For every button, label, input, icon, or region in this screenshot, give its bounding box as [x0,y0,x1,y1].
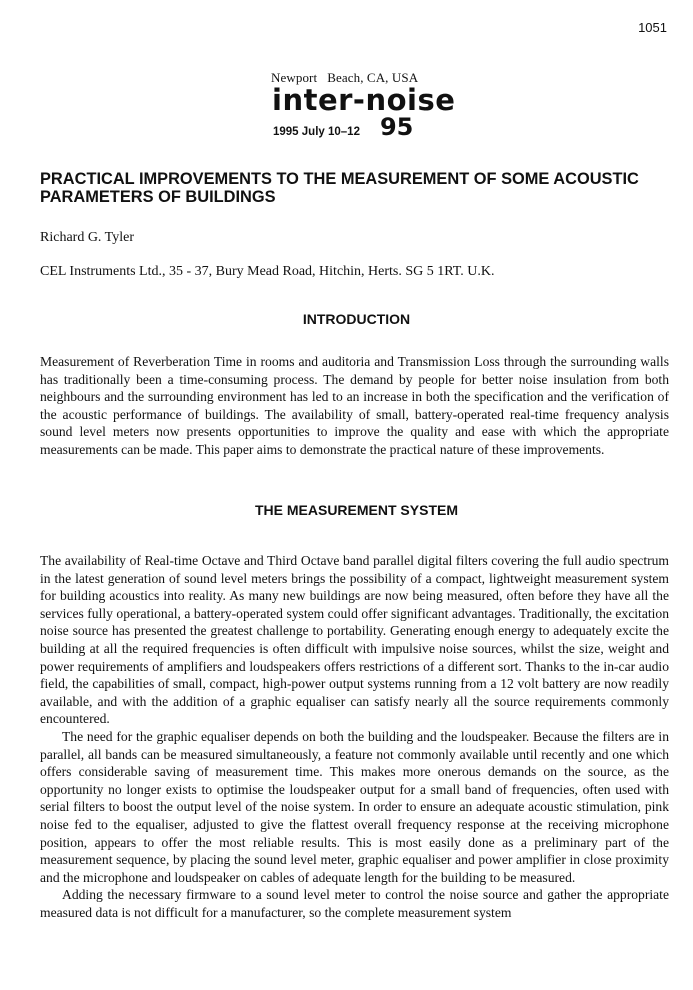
measurement-system-body [40,552,669,921]
section-heading-measurement-system: THE MEASUREMENT SYSTEM [254,502,458,518]
conference-logo: inter-noise [272,83,456,117]
body-paragraph: Adding the necessary firmware to a sound level meter to control the noise source and gather the appropriate measured data is not difficult for a manufacturer, so the complete measurement system [40,887,669,920]
author-affiliation: CEL Instruments Ltd., 35 - 37, Bury Mead Road, Hitchin, Herts. SG 5 1RT. U.K. [40,264,495,279]
section-heading-introduction: INTRODUCTION [302,311,411,327]
body-paragraph: The availability of Real-time Octave and Third Octave band parallel digital filters covering the full audio spectrum in the latest generation of sound level meters brings the possibility of a compact, lightweight measurement system for building acoustics into reality. As many new buildings are now being measured, often before they have all the services fully operational, a battery-operated system could offer significant advantages. Traditionally, the excitation noise source has presented the greatest challenge to portability. Generating enough energy to adequately excite the building at all the required frequencies is often difficult with impulsive noise sources, whilst the size, weight and power requirements of amplifiers and loudspeakers offers restrictions of a different sort. Thanks to the in-car audio field, the capabilities of small, compact, high-power output systems running from a 12 volt battery are now readily available, and with the addition of a graphic equaliser can satisfy nearly all the source requirements commonly encountered. [40,553,669,727]
conference-date: 1995 July 10–12 [273,126,360,138]
paper-title: PRACTICAL IMPROVEMENTS TO THE MEASUREMENT OF SOME ACOUSTIC PARAMETERS OF BUILDINGS [40,170,639,206]
conference-header [270,70,470,141]
introduction-paragraph: Measurement of Reverberation Time in rooms and auditoria and Transmission Loss through the surrounding walls has traditionally been a time-consuming process. The demand by people for better noise insulation from both neighbours and the surrounding environment has led to an increase in both the specification and the verification of the acoustic performance of buildings. The availability of small, battery-operated real-time frequency analysis sound level meters now presents opportunities to improve the quality and ease with which the appropriate measurements can be made. This paper aims to demonstrate the practical nature of these improvements. [40,354,669,457]
author-name: Richard G. Tyler [40,230,135,245]
conference-date-row [270,113,470,141]
page-number: 1051 [638,20,667,35]
conference-location: Newport Beach, CA, USA [271,70,419,85]
conference-year: 95 [379,113,414,141]
body-paragraph: The need for the graphic equaliser depends on both the building and the loudspeaker. Because the filters are in parallel, all bands can be measured simultaneously, a feature not commonly available until recently and one which offers considerable saving of measurement time. This makes more onerous demands on the source, as the opportunity no longer exists to optimise the loudspeaker output for a small band of frequencies, often used with serial filters to boost the output level of the noise system. In order to ensure an adequate acoustic stimulation, pink noise fed to the equaliser, adjusted to give the flattest overall frequency response at the receiving microphone position, appears to offer the most reliable results. This is most easily done as a preliminary part of the measurement sequence, by placing the sound level meter, graphic equaliser and power amplifier in close proximity and the microphone and loudspeaker on cables of adequate length for the building to be measured. [40,728,669,885]
